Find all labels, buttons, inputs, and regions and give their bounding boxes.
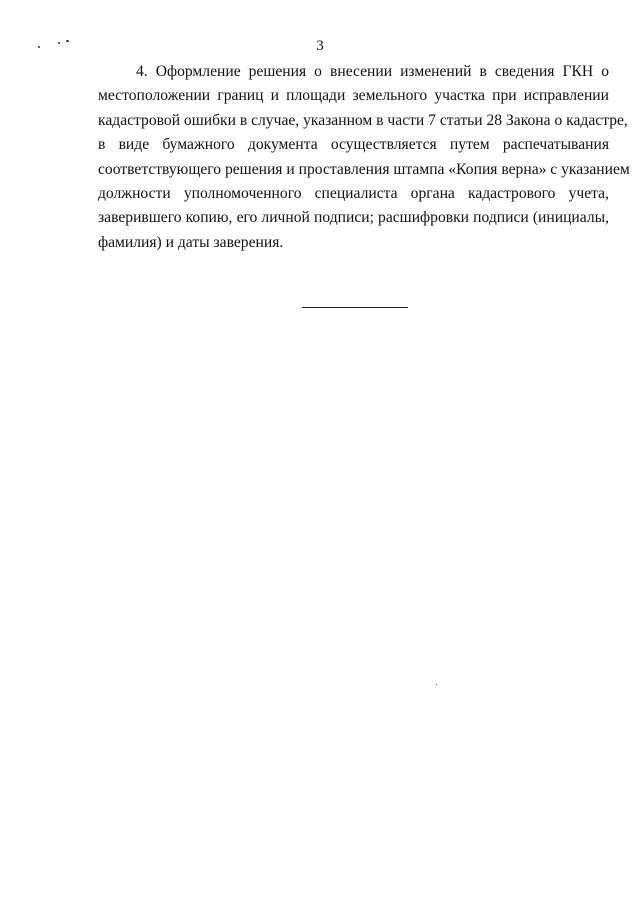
document-body: [98, 60, 630, 255]
paragraph-line: кадастровой ошибки в случае, указанном в части 7 статьи 28 Закона о кадастре,: [98, 111, 628, 129]
paragraph-line: 4. Оформление решения о внесении изменений в сведения ГКН о: [136, 63, 609, 80]
scan-artifact: [436, 684, 437, 685]
paragraph-line: должности уполномоченного специалиста органа кадастрового учета,: [98, 184, 609, 202]
paragraph-line: заверившего копию, его личной подписи; расшифровки подписи (инициалы,: [98, 209, 609, 227]
scan-artifact: [58, 42, 60, 44]
paragraph-line: фамилия) и даты заверения.: [98, 233, 284, 251]
scan-artifact: [38, 46, 40, 48]
paragraph-line: в виде бумажного документа осуществляется путем распечатывания: [98, 136, 609, 154]
paragraph-line: местоположении границ и площади земельного участка при исправлении: [98, 87, 609, 105]
page-number: 3: [316, 38, 324, 54]
end-separator-line: [302, 307, 408, 308]
paragraph-line: соответствующего решения и проставления штампа «Копия верна» с указанием: [98, 160, 630, 178]
scan-artifact: [66, 40, 69, 42]
